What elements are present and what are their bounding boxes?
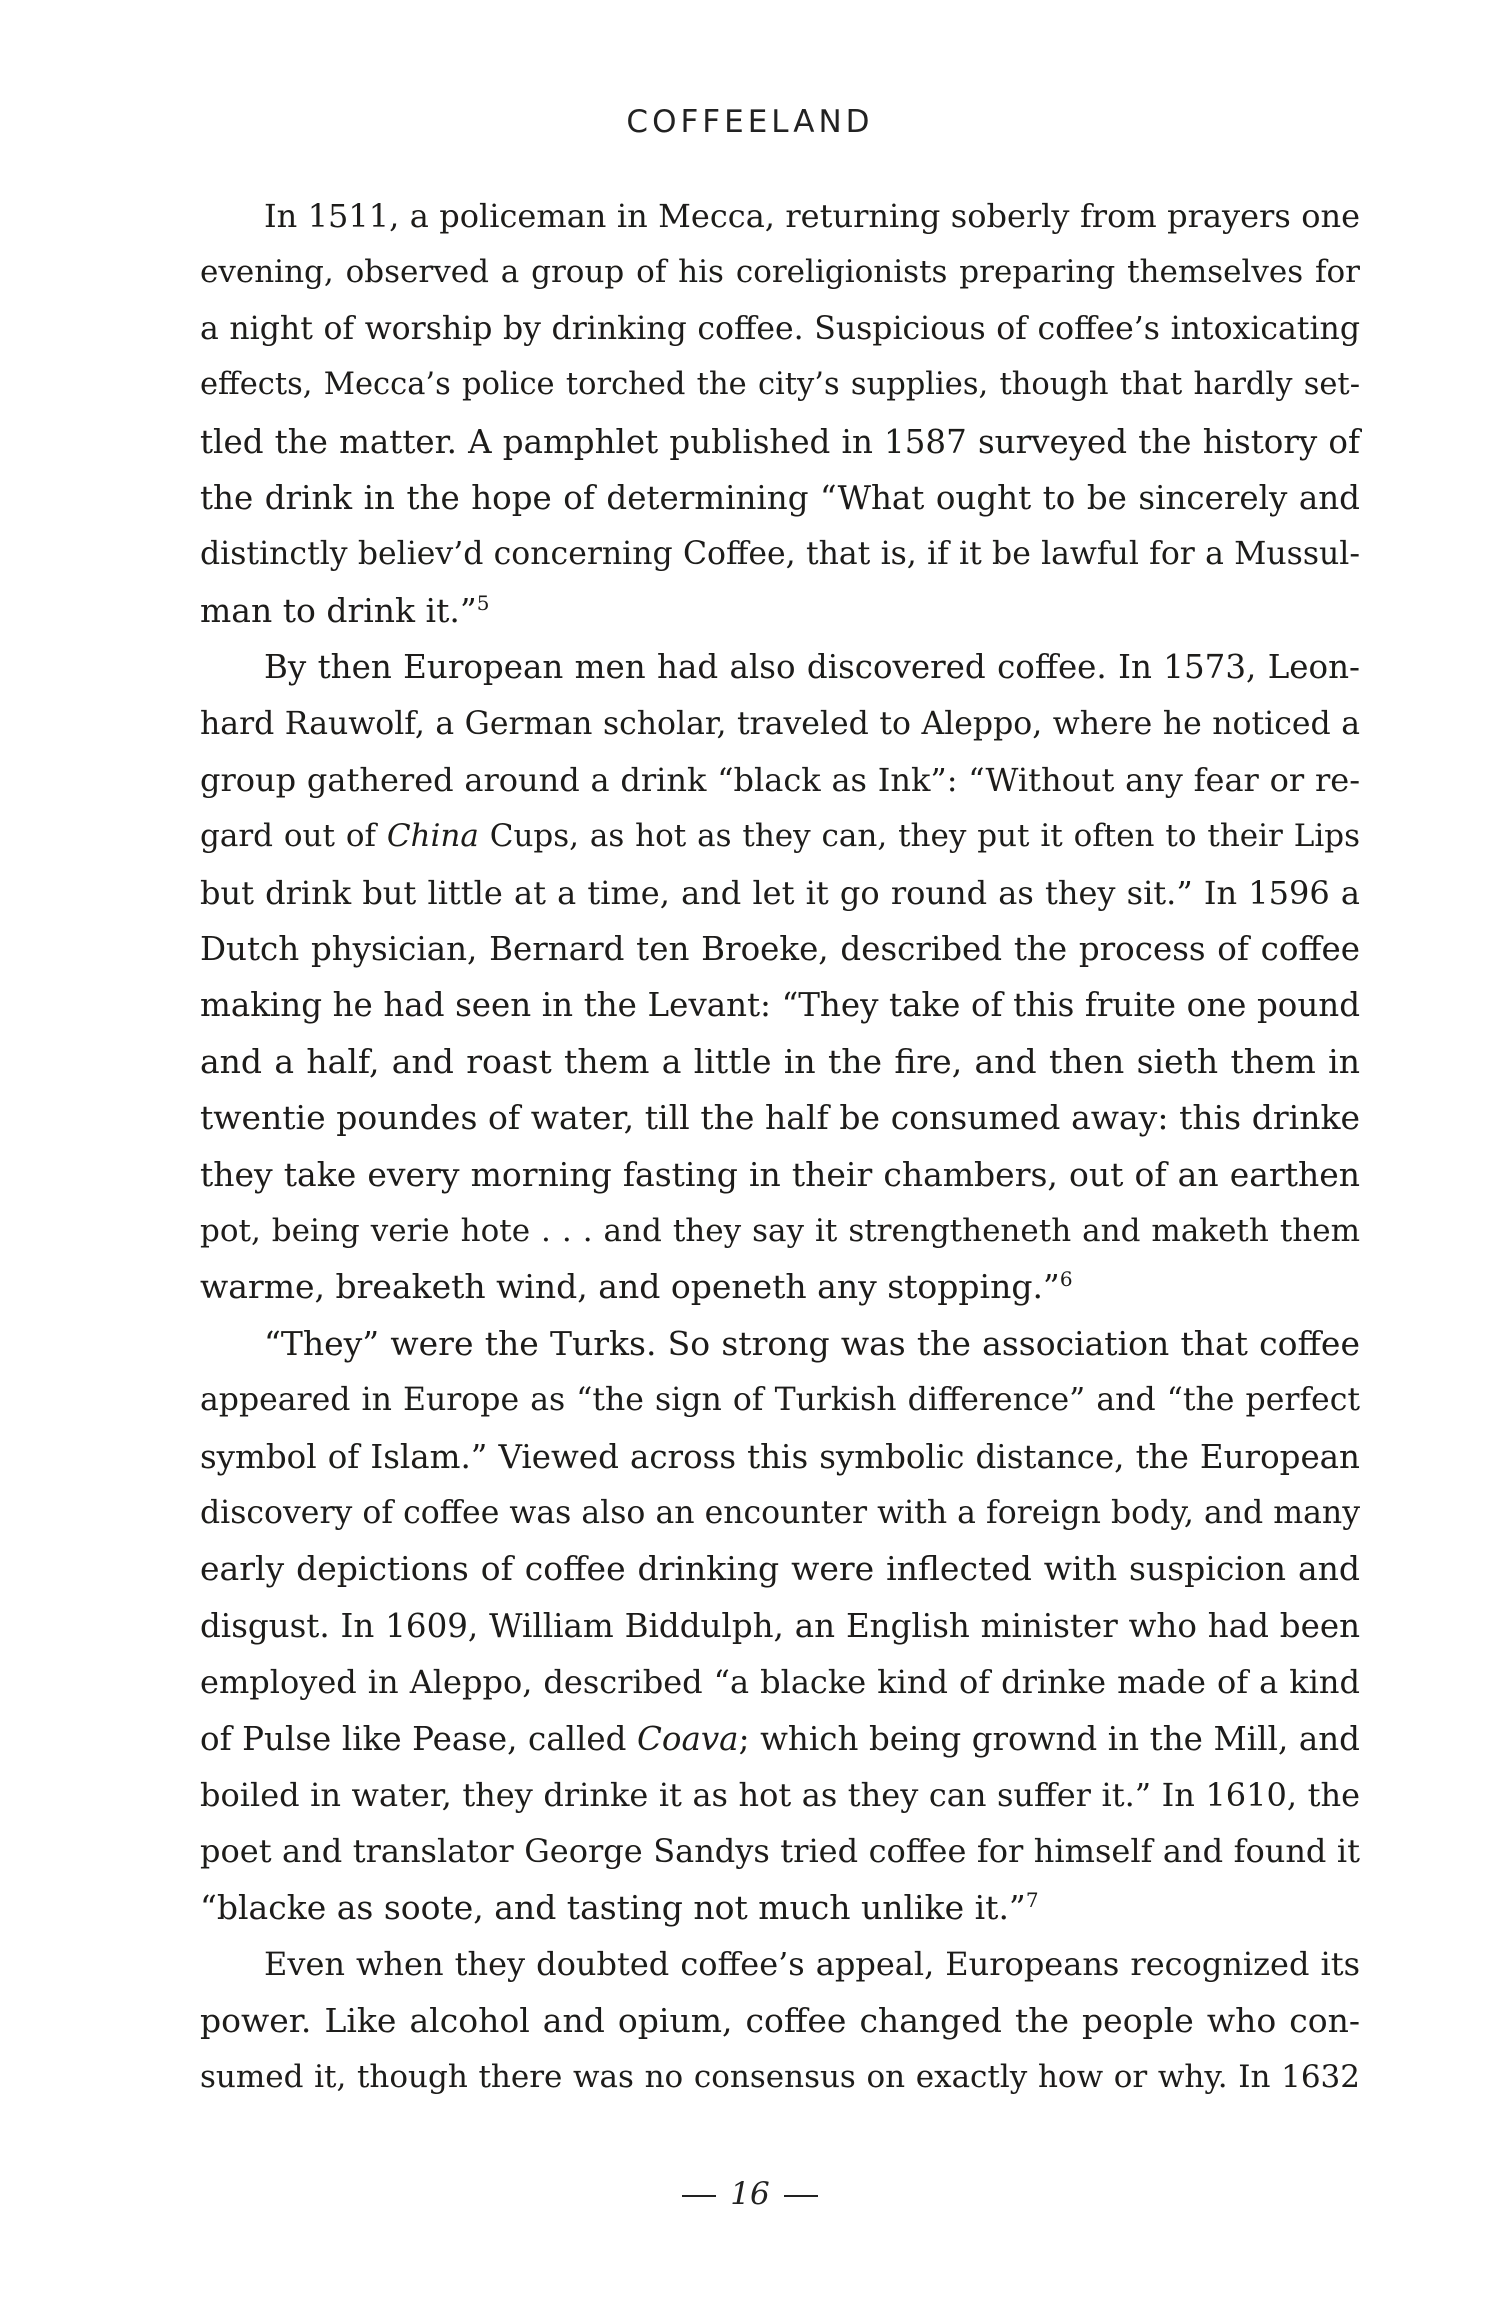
- text-line: By then European men had also discovered coffee. In 1573, Leon-: [264, 648, 1360, 687]
- text-line: the drink in the hope of determining “What ought to be sincerely and: [200, 478, 1360, 517]
- text-line: pot, being verie hote . . . and they say it strengtheneth and maketh them: [200, 1213, 1360, 1250]
- text-line: “They” were the Turks. So strong was the association that coffee: [264, 1323, 1360, 1363]
- text-line: boiled in water, they drinke it as hot as they can suffer it.” In 1610, the: [200, 1775, 1360, 1814]
- text-line: sumed it, though there was no consensus on exactly how or why. In 1632: [200, 2058, 1360, 2095]
- italic-term: Coava: [637, 1719, 739, 1758]
- text-line: and a half, and roast them a little in the fire, and then sieth them in: [200, 1041, 1360, 1081]
- footnote-ref: 6: [1059, 1267, 1073, 1292]
- text-line: poet and translator George Sandys tried coffee for himself and found it: [200, 1832, 1360, 1871]
- text-line: power. Like alcohol and opium, coffee changed the people who con-: [200, 2000, 1360, 2040]
- text-line: hard Rauwolf, a German scholar, traveled to Aleppo, where he noticed a: [200, 705, 1360, 742]
- text-line: warme, breaketh wind, and openeth any stopping.”$^6$: [200, 1267, 1073, 1307]
- text-line: of Pulse like Pease, called Coava; which being grownd in the Mill, and: [200, 1719, 1360, 1758]
- text-line: twentie poundes of water, till the half be consumed away: this drinke: [200, 1098, 1360, 1138]
- text-line: group gathered around a drink “black as Ink”: “Without any fear or re-: [200, 760, 1360, 799]
- text-line: making he had seen in the Levant: “They take of this fruite one pound: [200, 986, 1360, 1025]
- text-line: evening, observed a group of his coreligionists preparing themselves for: [200, 254, 1360, 291]
- text-line: early depictions of coffee drinking were inflected with suspicion and: [200, 1549, 1360, 1589]
- text-line: symbol of Islam.” Viewed across this symbolic distance, the European: [200, 1437, 1360, 1476]
- page-number: 16: [730, 2176, 770, 2212]
- text-line: tled the matter. A pamphlet published in 1587 surveyed the history of: [200, 422, 1360, 461]
- text-line: they take every morning fasting in their chambers, out of an earthen: [200, 1154, 1360, 1194]
- text-line: man to drink it.”$^5$: [200, 590, 490, 630]
- text-line: “blacke as soote, and tasting not much unlike it.”$^7$: [200, 1887, 1039, 1927]
- footnote-ref: 7: [1025, 1887, 1039, 1912]
- page-number-footer: [0, 2176, 1500, 2212]
- text-line: disgust. In 1609, William Biddulph, an English minister who had been: [200, 1606, 1360, 1645]
- text-line: discovery of coffee was also an encounter with a foreign body, and many: [200, 1494, 1360, 1531]
- text-line: In 1511, a policeman in Mecca, returning soberly from prayers one: [264, 197, 1360, 235]
- italic-term: China: [386, 818, 479, 855]
- footnote-ref: 5: [476, 590, 490, 615]
- text-line: gard out of China Cups, as hot as they can, they put it often to their Lips: [200, 818, 1360, 855]
- text-line: a night of worship by drinking coffee. Suspicious of coffee’s intoxicating: [200, 310, 1360, 347]
- text-line: Dutch physician, Bernard ten Broeke, described the process of coffee: [200, 930, 1360, 969]
- text-line: effects, Mecca’s police torched the city’s supplies, though that hardly set-: [200, 367, 1360, 403]
- text-line: but drink but little at a time, and let it go round as they sit.” In 1596 a: [200, 873, 1360, 912]
- page-number-dash: [682, 2195, 716, 2197]
- body-text: [200, 188, 1360, 2105]
- text-line: appeared in Europe as “the sign of Turkish difference” and “the perfect: [200, 1382, 1360, 1419]
- text-line: distinctly believ’d concerning Coffee, that is, if it be lawful for a Mussul-: [200, 536, 1360, 573]
- page-number-dash: [784, 2195, 818, 2197]
- text-line: employed in Aleppo, described “a blacke kind of drinke made of a kind: [200, 1663, 1360, 1702]
- running-head: COFFEELAND: [626, 104, 874, 140]
- text-line: Even when they doubted coffee’s appeal, Europeans recognized its: [264, 1945, 1360, 1984]
